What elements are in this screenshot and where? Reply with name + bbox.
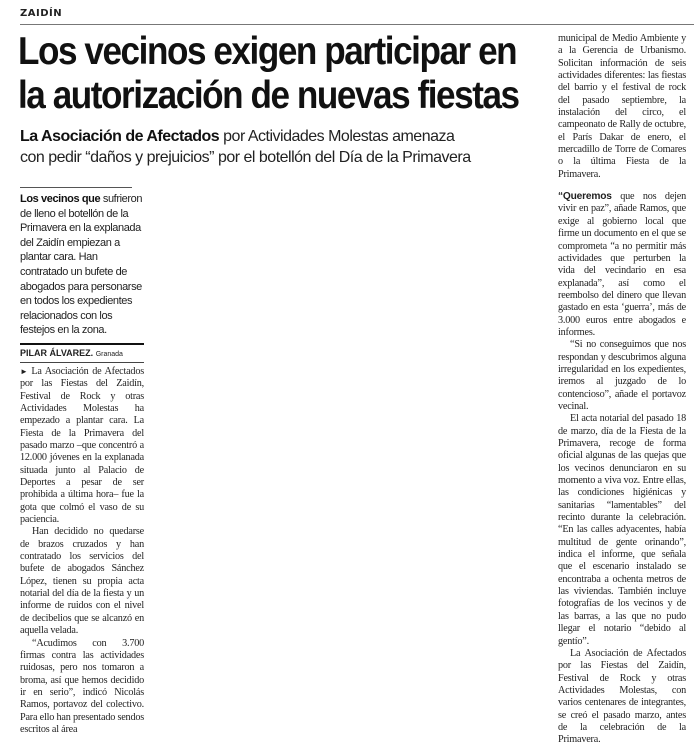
triangle-right-icon: ►: [20, 366, 28, 376]
body-paragraph: “Acudimos con 3.700 firmas contra las actividades ruidosas, pero nos tomaron a broma, así que hemos decidido ir en serio”, indicó Nicolás Ramos, portavoz del colectivo. Para ello han presentado sendos escritos al área: [20, 637, 144, 735]
paragraph-lead-bold: “Queremos: [558, 191, 612, 203]
top-divider: [20, 24, 694, 25]
lead-paragraph: [20, 192, 144, 338]
subhead-bold: La Asociación de Afectados: [20, 128, 220, 145]
lead-bold: Los vecinos que: [20, 193, 101, 205]
headline: [18, 30, 558, 118]
body-paragraph: ► La Asociación de Afectados por las Fiestas del Zaidín, Festival de Rock y otras Actividades Molestas ha empezado a plantar cara. La Fiesta de la Primavera del pasado marzo –que concentró a 12.000 jóvenes en la explanada situada junto al Palacio de Deportes a pesar de ser prohibida a última hora– fue la gota que colmó el vaso de su paciencia.: [20, 365, 144, 526]
section-label: ZAIDÍN: [20, 8, 63, 19]
body-paragraph: “Queremos que nos dejen vivir en paz”, añade Ramos, que exige al gobierno local que firme un documento en el que se comprometa “a no permitir más actividades que perturben la vida del vecindario en esa explanada”, así como el reembolso del dinero que llevan gastado en esta ‘guerra’, más de 3.000 euros entre abogados e informes.: [558, 191, 686, 338]
byline: PILAR ÁLVAREZ. Granada: [20, 347, 123, 358]
headline-line-1: Los vecinos exigen participar en: [18, 30, 517, 73]
body-paragraph: La Asociación de Afectados por las Fiestas del Zaidín, Festival de Rock y otras Actividades Molestas, con varios centenares de integrantes, se creó el pasado marzo, antes de la celebración de la Primavera.: [558, 647, 686, 746]
body-column-right: [558, 33, 686, 747]
subhead-line-2: con pedir “daños y prejuicios” por el botellón del Día de la Primavera: [20, 149, 471, 166]
body-paragraph: “Si no conseguimos que nos respondan y descubrimos alguna irregularidad en los expedientes, iremos al juzgado de lo contencioso”, añade el portavoz vecinal.: [558, 339, 686, 412]
left-column: [20, 187, 144, 736]
byline-author: PILAR ÁLVAREZ: [20, 347, 91, 358]
body-column-left: [20, 366, 144, 736]
lead-text: sufrieron de lleno el botellón de la Primavera en la explanada del Zaidín empiezan a plantar cara. Han contratado un bufete de abogados para personarse en todos los expedientes relacionados con los festejos en la zona.: [20, 193, 143, 337]
subhead-divider: [20, 187, 132, 188]
byline-divider: [20, 362, 144, 363]
subheadline: [20, 126, 550, 168]
body-paragraph: municipal de Medio Ambiente y a la Gerencia de Urbanismo. Solicitan información de seis actividades diferentes: las fiestas del barrio y el festival de rock del pasado septiembre, la instalación del circo, el campeonato de Rally de octubre, el París Dakar de enero, el mercadillo de Torre de Comares o la última Fiesta de la Primavera.: [558, 33, 686, 180]
subhead-rest: por Actividades Molestas amenaza: [219, 128, 455, 145]
headline-line-2: la autorización de nuevas fiestas: [18, 74, 519, 117]
lead-divider: [20, 343, 144, 345]
body-paragraph: El acta notarial del pasado 18 de marzo, día de la Fiesta de la Primavera, recoge de forma oficial algunas de las quejas que los vecinos denunciaron en su momento a viva voz. Entre ellas, las condiciones higiénicas y sanitarias “lamentables” del recinto durante la celebración. “En las calles adyacentes, había multitud de gente orinando”, indica el informe, que señala que el escenario instalado se encontraba a ochenta metros de las viviendas. También incluye fotografías de los vecinos y de las barras, a las que no pudo llegar el notario “debido al gentío”.: [558, 413, 686, 647]
body-paragraph: Han decidido no quedarse de brazos cruzados y han contratado los servicios del bufete de abogados Sánchez López, tienen su propia acta notarial del día de la fiesta y un informe de ruidos con el nivel de decibelios que se alcanzó en aquella velada.: [20, 526, 144, 637]
byline-city: Granada: [95, 350, 123, 358]
